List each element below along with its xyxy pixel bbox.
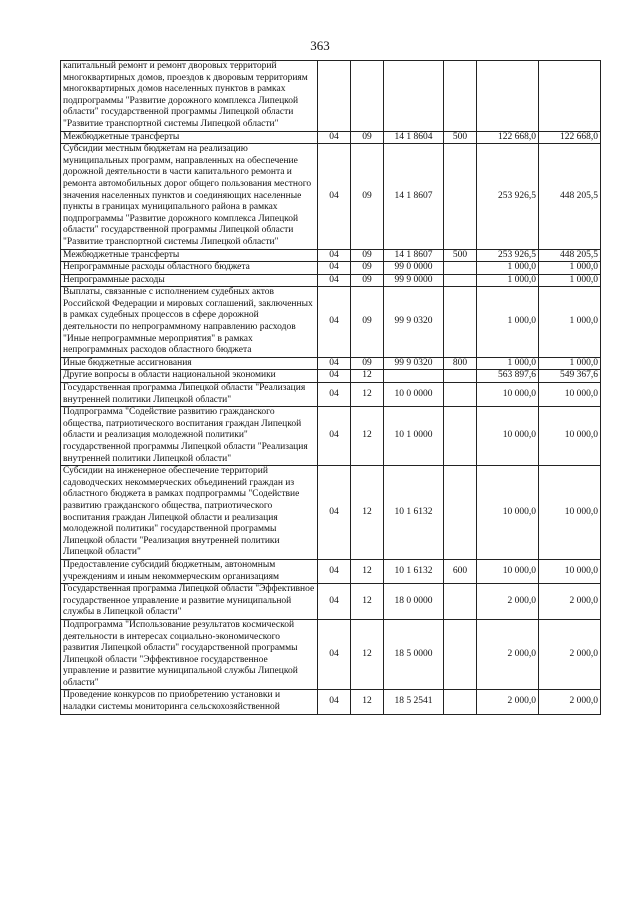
row-podrazdel: 12 <box>351 407 384 466</box>
row-podrazdel: 12 <box>351 690 384 714</box>
row-podrazdel: 09 <box>351 287 384 358</box>
row-name: Межбюджетные трансферты <box>61 249 318 262</box>
row-name: Непрограммные расходы областного бюджета <box>61 262 318 275</box>
row-amount-year-1: 563 897,6 <box>477 370 539 383</box>
row-expense-type <box>444 584 477 620</box>
row-name: Предоставление субсидий бюджетным, автономным учреждениям и иным некоммерческим организациям <box>61 559 318 583</box>
row-target-article: 99 9 0320 <box>384 357 444 370</box>
table-row <box>61 466 601 560</box>
row-amount-year-2: 448 205,5 <box>539 144 601 249</box>
table-row <box>61 383 601 407</box>
row-expense-type <box>444 370 477 383</box>
row-amount-year-2: 2 000,0 <box>539 584 601 620</box>
row-amount-year-1: 253 926,5 <box>477 144 539 249</box>
row-name: Субсидии местным бюджетам на реализацию муниципальных программ, направленных на обеспечение дорожной деятельности в части капитального ремонта и ремонта автомобильных дорог общего пользования местного значения населенных пунктов и соединяющих населенные пункты в границах муниципального района в рамках подпрограммы "Развитие дорожного комплекса Липецкой области" государственной программы Липецкой области "Развитие транспортной системы Липецкой области" <box>61 144 318 249</box>
row-expense-type <box>444 619 477 690</box>
table-row <box>61 262 601 275</box>
row-amount-year-1: 10 000,0 <box>477 466 539 560</box>
row-amount-year-2: 10 000,0 <box>539 466 601 560</box>
row-target-article: 10 1 0000 <box>384 407 444 466</box>
row-amount-year-2 <box>539 61 601 132</box>
row-target-article: 99 9 0000 <box>384 274 444 287</box>
row-target-article: 99 0 0000 <box>384 262 444 275</box>
row-expense-type <box>444 262 477 275</box>
row-amount-year-1: 253 926,5 <box>477 249 539 262</box>
row-expense-type: 600 <box>444 559 477 583</box>
table-row <box>61 274 601 287</box>
row-name: Другие вопросы в области национальной экономики <box>61 370 318 383</box>
row-razdel: 04 <box>318 407 351 466</box>
row-razdel: 04 <box>318 274 351 287</box>
row-podrazdel: 09 <box>351 144 384 249</box>
row-amount-year-2: 1 000,0 <box>539 287 601 358</box>
row-razdel: 04 <box>318 690 351 714</box>
row-amount-year-2: 10 000,0 <box>539 407 601 466</box>
table-row <box>61 287 601 358</box>
row-amount-year-1: 10 000,0 <box>477 383 539 407</box>
row-expense-type <box>444 466 477 560</box>
row-amount-year-2: 549 367,6 <box>539 370 601 383</box>
row-razdel: 04 <box>318 466 351 560</box>
table-row <box>61 61 601 132</box>
row-razdel: 04 <box>318 383 351 407</box>
row-target-article: 18 5 0000 <box>384 619 444 690</box>
table-row <box>61 131 601 144</box>
table-row <box>61 559 601 583</box>
row-expense-type: 800 <box>444 357 477 370</box>
row-target-article: 14 1 8607 <box>384 249 444 262</box>
row-target-article <box>384 61 444 132</box>
row-amount-year-1: 2 000,0 <box>477 584 539 620</box>
row-expense-type <box>444 274 477 287</box>
table-row <box>61 619 601 690</box>
row-amount-year-2: 2 000,0 <box>539 619 601 690</box>
row-podrazdel: 12 <box>351 383 384 407</box>
row-target-article: 14 1 8604 <box>384 131 444 144</box>
row-amount-year-1: 10 000,0 <box>477 407 539 466</box>
row-name: Проведение конкурсов по приобретению установки и наладки системы мониторинга сельскохозяйственной <box>61 690 318 714</box>
table-row <box>61 584 601 620</box>
row-amount-year-1: 1 000,0 <box>477 262 539 275</box>
row-podrazdel: 09 <box>351 131 384 144</box>
row-name: Выплаты, связанные с исполнением судебных актов Российской Федерации и мировых соглашений, заключенных в рамках судебных процессов в сфере дорожной деятельности по непрограммному направлению расходов "Иные непрограммные мероприятия" в рамках непрограммных расходов областного бюджета <box>61 287 318 358</box>
row-amount-year-2: 10 000,0 <box>539 383 601 407</box>
row-razdel <box>318 61 351 132</box>
row-amount-year-1: 10 000,0 <box>477 559 539 583</box>
row-amount-year-1: 1 000,0 <box>477 357 539 370</box>
row-expense-type <box>444 690 477 714</box>
row-name: Непрограммные расходы <box>61 274 318 287</box>
row-razdel: 04 <box>318 262 351 275</box>
row-amount-year-1: 1 000,0 <box>477 287 539 358</box>
row-podrazdel: 12 <box>351 619 384 690</box>
table-row <box>61 144 601 249</box>
row-expense-type: 500 <box>444 131 477 144</box>
row-target-article <box>384 370 444 383</box>
row-podrazdel: 09 <box>351 357 384 370</box>
row-amount-year-2: 1 000,0 <box>539 357 601 370</box>
row-amount-year-2: 10 000,0 <box>539 559 601 583</box>
table-row <box>61 357 601 370</box>
row-razdel: 04 <box>318 559 351 583</box>
row-podrazdel: 09 <box>351 262 384 275</box>
row-razdel: 04 <box>318 287 351 358</box>
row-target-article: 10 0 0000 <box>384 383 444 407</box>
row-podrazdel: 09 <box>351 249 384 262</box>
row-expense-type <box>444 407 477 466</box>
row-name: Государственная программа Липецкой области "Эффективное государственное управление и развитие муниципальной службы в Липецкой области" <box>61 584 318 620</box>
row-podrazdel: 12 <box>351 370 384 383</box>
row-amount-year-2: 122 668,0 <box>539 131 601 144</box>
row-name: Подпрограмма "Использование результатов космической деятельности в интересах социально-экономического развития Липецкой области" государственной программы Липецкой области "Эффективное государственное управление и развитие муниципальной службы Липецкой области" <box>61 619 318 690</box>
row-razdel: 04 <box>318 370 351 383</box>
row-target-article: 10 1 6132 <box>384 559 444 583</box>
row-target-article: 18 5 2541 <box>384 690 444 714</box>
table-row <box>61 370 601 383</box>
row-podrazdel: 09 <box>351 274 384 287</box>
row-target-article: 99 9 0320 <box>384 287 444 358</box>
row-razdel: 04 <box>318 249 351 262</box>
row-expense-type: 500 <box>444 249 477 262</box>
budget-table <box>60 60 601 715</box>
row-name: Межбюджетные трансферты <box>61 131 318 144</box>
row-name: Иные бюджетные ассигнования <box>61 357 318 370</box>
row-podrazdel: 12 <box>351 466 384 560</box>
row-expense-type <box>444 144 477 249</box>
row-amount-year-2: 448 205,5 <box>539 249 601 262</box>
row-amount-year-1: 2 000,0 <box>477 619 539 690</box>
row-razdel: 04 <box>318 584 351 620</box>
row-amount-year-2: 1 000,0 <box>539 274 601 287</box>
row-name: капитальный ремонт и ремонт дворовых территорий многоквартирных домов, проездов к дворовым территориям многоквартирных домов населенных пунктов в рамках подпрограммы "Развитие дорожного комплекса Липецкой области" государственной программы Липецкой области "Развитие транспортной системы Липецкой области" <box>61 61 318 132</box>
row-expense-type <box>444 287 477 358</box>
page-number: 363 <box>310 38 330 53</box>
row-name: Подпрограмма "Содействие развитию гражданского общества, патриотического воспитания граждан Липецкой области и реализация молодежной политики" государственной программы Липецкой области "Реализация внутренней политики Липецкой области" <box>61 407 318 466</box>
table-row <box>61 407 601 466</box>
row-amount-year-1: 1 000,0 <box>477 274 539 287</box>
row-amount-year-1: 2 000,0 <box>477 690 539 714</box>
row-amount-year-1 <box>477 61 539 132</box>
row-expense-type <box>444 61 477 132</box>
row-razdel: 04 <box>318 131 351 144</box>
row-razdel: 04 <box>318 144 351 249</box>
row-podrazdel: 12 <box>351 559 384 583</box>
row-amount-year-1: 122 668,0 <box>477 131 539 144</box>
row-target-article: 14 1 8607 <box>384 144 444 249</box>
table-row <box>61 249 601 262</box>
row-target-article: 18 0 0000 <box>384 584 444 620</box>
row-expense-type <box>444 383 477 407</box>
row-amount-year-2: 2 000,0 <box>539 690 601 714</box>
row-name: Государственная программа Липецкой области "Реализация внутренней политики Липецкой области" <box>61 383 318 407</box>
row-razdel: 04 <box>318 619 351 690</box>
row-amount-year-2: 1 000,0 <box>539 262 601 275</box>
row-razdel: 04 <box>318 357 351 370</box>
row-name: Субсидии на инженерное обеспечение территорий садоводческих некоммерческих объединений граждан из областного бюджета в рамках подпрограммы "Содействие развитию гражданского общества, патриотического воспитания граждан Липецкой области и реализация молодежной политики" государственной программы Липецкой области "Реализация внутренней политики Липецкой области" <box>61 466 318 560</box>
table-row <box>61 690 601 714</box>
row-target-article: 10 1 6132 <box>384 466 444 560</box>
row-podrazdel <box>351 61 384 132</box>
row-podrazdel: 12 <box>351 584 384 620</box>
